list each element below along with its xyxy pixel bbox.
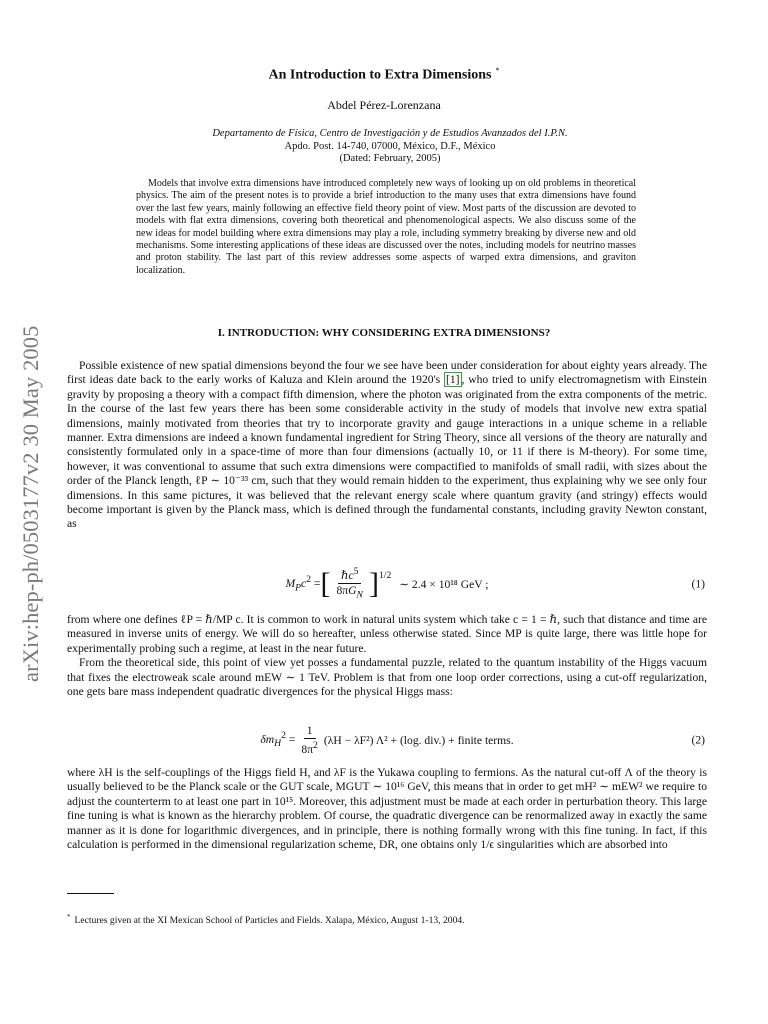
equation-2: $\delta m_H^2$ = $\frac{1}{8\pi^2}$ (λH − λF²) Λ² + (log. div.) + finite terms. (2) — [260, 723, 705, 756]
affiliation-line-2: Apdo. Post. 14-740, 07000, México, D.F., México — [284, 141, 496, 152]
title-text: An Introduction to Extra Dimensions — [268, 67, 492, 83]
footnote-text: Lectures given at the XI Mexican School of Particles and Fields. Xalapa, México, August 1-13, 2004. — [74, 915, 465, 927]
footnote-divider — [67, 893, 114, 894]
body-paragraph-3 — [67, 766, 707, 852]
para3-text: From the theoretical side, this point of view yet posses a fundamental puzzle, related to the quantum instability of the Higgs vacuum that fixes the electroweak scale around mEW ∼ 1 TeV. Problem is that from one loop order corrections, using a cut-off regularization, one gets bare mass independent quadratic divergences for the physical Higgs mass: — [67, 656, 707, 699]
para4-text: where λH is the self-couplings of the Higgs field H, and λF is the Yukawa coupling to fermions. As the natural cut-off Λ of the theory is usually believed to be the Planck scale or the GUT scale, MGUT ∼ 10¹⁶ GeV, this means that in order to get mH² ∼ mEW² we require to adjust the counterterm to at least one part in 10¹⁵. Moreover, this adjustment must be made at each order in perturbation theory. This large fine tuning is what is known as the hierarchy problem. Of course, the quadratic divergence can be renormalized away in exactly the same manner as it is done for logarithmic divergences, and in principle, there is nothing formally wrong with this fine tuning. In fact, if this calculation is performed in the dimensional regularization scheme, DR, one obtains only 1/ϵ singularities which are absorbed into — [67, 766, 707, 852]
affiliation — [0, 127, 768, 153]
para1-part-b: , who tried to unify electromagnetism with Einstein gravity by proposing a theory with a compact fifth dimension, where the photon was originated from the extra components of the metric. In the course of the last few years there has been some considerable activity in the study of models that involve new extra spatial dimensions, mainly motivated from theories that try to incorporate gravity and gauge interactions in a unique scheme in a reliable manner. Extra dimensions are indeed a known fundamental ingredient for String Theory, since all versions of the theory are naturally and consistently formulated only in a space-time of more than four dimensions (actually 10, or 11 if there is M-theory). For some time, however, it was conventional to assume that such extra dimensions were compactified to manifolds of small radii, with sizes about the order of the Planck length, ℓP ∼ 10⁻³³ cm, such that they would remain hidden to the experiment, thus explaining why we see only four dimensions. In this same pictures, it was believed that the relevant energy scale where quantum gravity (and stringy) effects would become important is given by the Planck mass, which is defined through the fundamental constants, including gravity Newton constant, as — [67, 373, 707, 531]
author-name: Abdel Pérez-Lorenzana — [327, 98, 441, 112]
eq1-value: ∼ 2.4 × 10¹⁸ GeV ; — [399, 578, 489, 591]
body-paragraph-1 — [67, 359, 707, 532]
title-footnote-mark: * — [495, 66, 500, 75]
eq2-fraction: $\frac{1}{8\pi^2}$ — [301, 723, 318, 756]
paper-title — [0, 66, 768, 84]
equation-1: $M_Pc^2$ = [ $\frac{\hbar c^5}{8\pi G_N}$ ] $^{1/2}$ ∼ 2.4 × 10¹⁸ GeV ; (1) — [285, 566, 705, 601]
equation-1-number: (1) — [691, 577, 705, 591]
body-paragraph-2 — [67, 613, 707, 699]
footnote — [67, 913, 707, 926]
citation-link[interactable]: [1] — [446, 373, 460, 387]
eq2-tail: (λH − λF²) Λ² + (log. div.) + finite terms. — [323, 733, 514, 747]
date-line: (Dated: February, 2005) — [339, 153, 441, 164]
footnote-mark: * — [67, 913, 71, 921]
equation-2-number: (2) — [691, 733, 705, 747]
para1-part-a: Possible existence of new spatial dimensions beyond the four we see have been under consideration for about eighty years already. The first ideas date back to the early works of Kaluza and Klein around the 1920's — [67, 359, 707, 387]
para2-text: from where one defines ℓP = ℏ/MP c. It is common to work in natural units system which take c = 1 = ℏ, such that distance and time are measured in inverse units of energy. We will do so hereafter, unless otherwise stated. Since MP is quite large, there was little hope for experimentally probing such a regime, at least in the near future. — [67, 613, 707, 655]
arxiv-identifier: arXiv:hep-ph/0503177v2 30 May 2005 — [18, 325, 43, 682]
abstract: Models that involve extra dimensions have introduced completely new ways of looking up on old problems in theoretical physics. The aim of the present notes is to provide a brief introduction to the many uses that extra dimensions have found over the last few years, mainly following an effective field theory point of view. Most parts of the discussion are devoted to models with flat extra dimensions, covering both theoretical and phenomenological aspects. We also discuss some of the new ideas for model building where extra dimensions may play a role, including symmetry breaking by diverse new and old mechanisms. Some interesting applications of these ideas are discussed over the notes, including models for neutrino masses and proton stability. The last part of this review addresses some aspects of warped extra dimensions, and graviton localization. — [136, 178, 636, 276]
section-heading: I. INTRODUCTION: WHY CONSIDERING EXTRA DIMENSIONS? — [217, 327, 551, 339]
eq1-fraction: $\frac{\hbar c^5}{8\pi G_N}$ — [336, 566, 363, 601]
affiliation-line-1: Departamento de Física, Centro de Investigación y de Estudios Avanzados del I.P.N. — [212, 128, 568, 139]
